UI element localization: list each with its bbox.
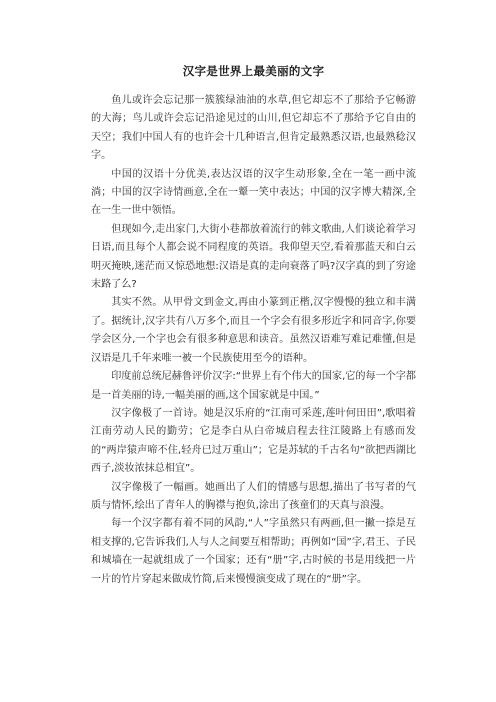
document-body	[91, 92, 416, 589]
paragraph: 鱼儿或许会忘记那一簇簇绿油油的水草,但它却忘不了那给予它畅游的大海；鸟儿或许会忘记沿途见过的山川,但它却忘不了那给予它自由的天空；我们中国人有的也许会十几种语言,但肯定最熟悉汉语,也最熟稔汉字。	[91, 95, 416, 162]
paragraph: 汉字像极了一首诗。她是汉乐府的“江南可采莲,莲叶何田田”,歌唱着江南劳动人民的勤劳；它是李白从白帝城启程去往江陵路上有感而发的“两岸猿声啼不住,轻舟已过万重山”；它是苏轼的千古名句“欲把西湖比西子,淡妆浓抹总相宜”。	[91, 407, 416, 475]
paragraph: 每一个汉字都有着不同的风韵,“人”字虽然只有两画,但一撇一捺是互相支撑的,它告诉我们,人与人之间要互相帮助；再例如“国”字,君王、子民和城墙在一起就组成了一个国家；还有“册”字,古时候的书是用线把一片一片的竹片穿起来做成竹简,后来慢慢演变成了现在的“册”字。	[91, 518, 416, 585]
paragraph: 汉字像极了一幅画。她画出了人们的情感与思想,描出了书写者的气质与情怀,绘出了青年人的胸襟与抱负,涂出了孩童们的天真与浪漫。	[91, 481, 416, 511]
paragraph: 中国的汉语十分优美,表达汉语的汉字生动形象,全在一笔一画中流淌；中国的汉字诗情画意,全在一颦一笑中表达；中国的汉字博大精深,全在一生一世中领悟。	[91, 168, 416, 217]
document-title: 汉字是世界上最美丽的文字	[182, 64, 325, 78]
paragraph: 印度前总统尼赫鲁评价汉字:“世界上有个伟大的国家,它的每一个字都是一首美丽的诗,一幅美丽的画,这个国家就是中国。”	[91, 371, 416, 401]
paragraph: 但现如今,走出家门,大街小巷都放着流行的韩文歌曲,人们谈论着学习日语,而且每个人都会说不同程度的英语。我仰望天空,看着那蓝天和白云明灭掩映,迷茫而又惊恐地想:汉语是真的走向衰落了吗?汉字真的到了穷途末路了么?	[91, 223, 416, 291]
paragraph: 其实不然。从甲骨文到金文,再由小篆到正楷,汉字慢慢的独立和丰满了。据统计,汉字共有八万多个,而且一个字会有很多形近字和同音字,你要学会区分,一个字也会有很多种意思和读音。虽然汉语难写难记难懂,但是汉语是几千年来唯一被一个民族使用至今的语种。	[91, 297, 416, 364]
